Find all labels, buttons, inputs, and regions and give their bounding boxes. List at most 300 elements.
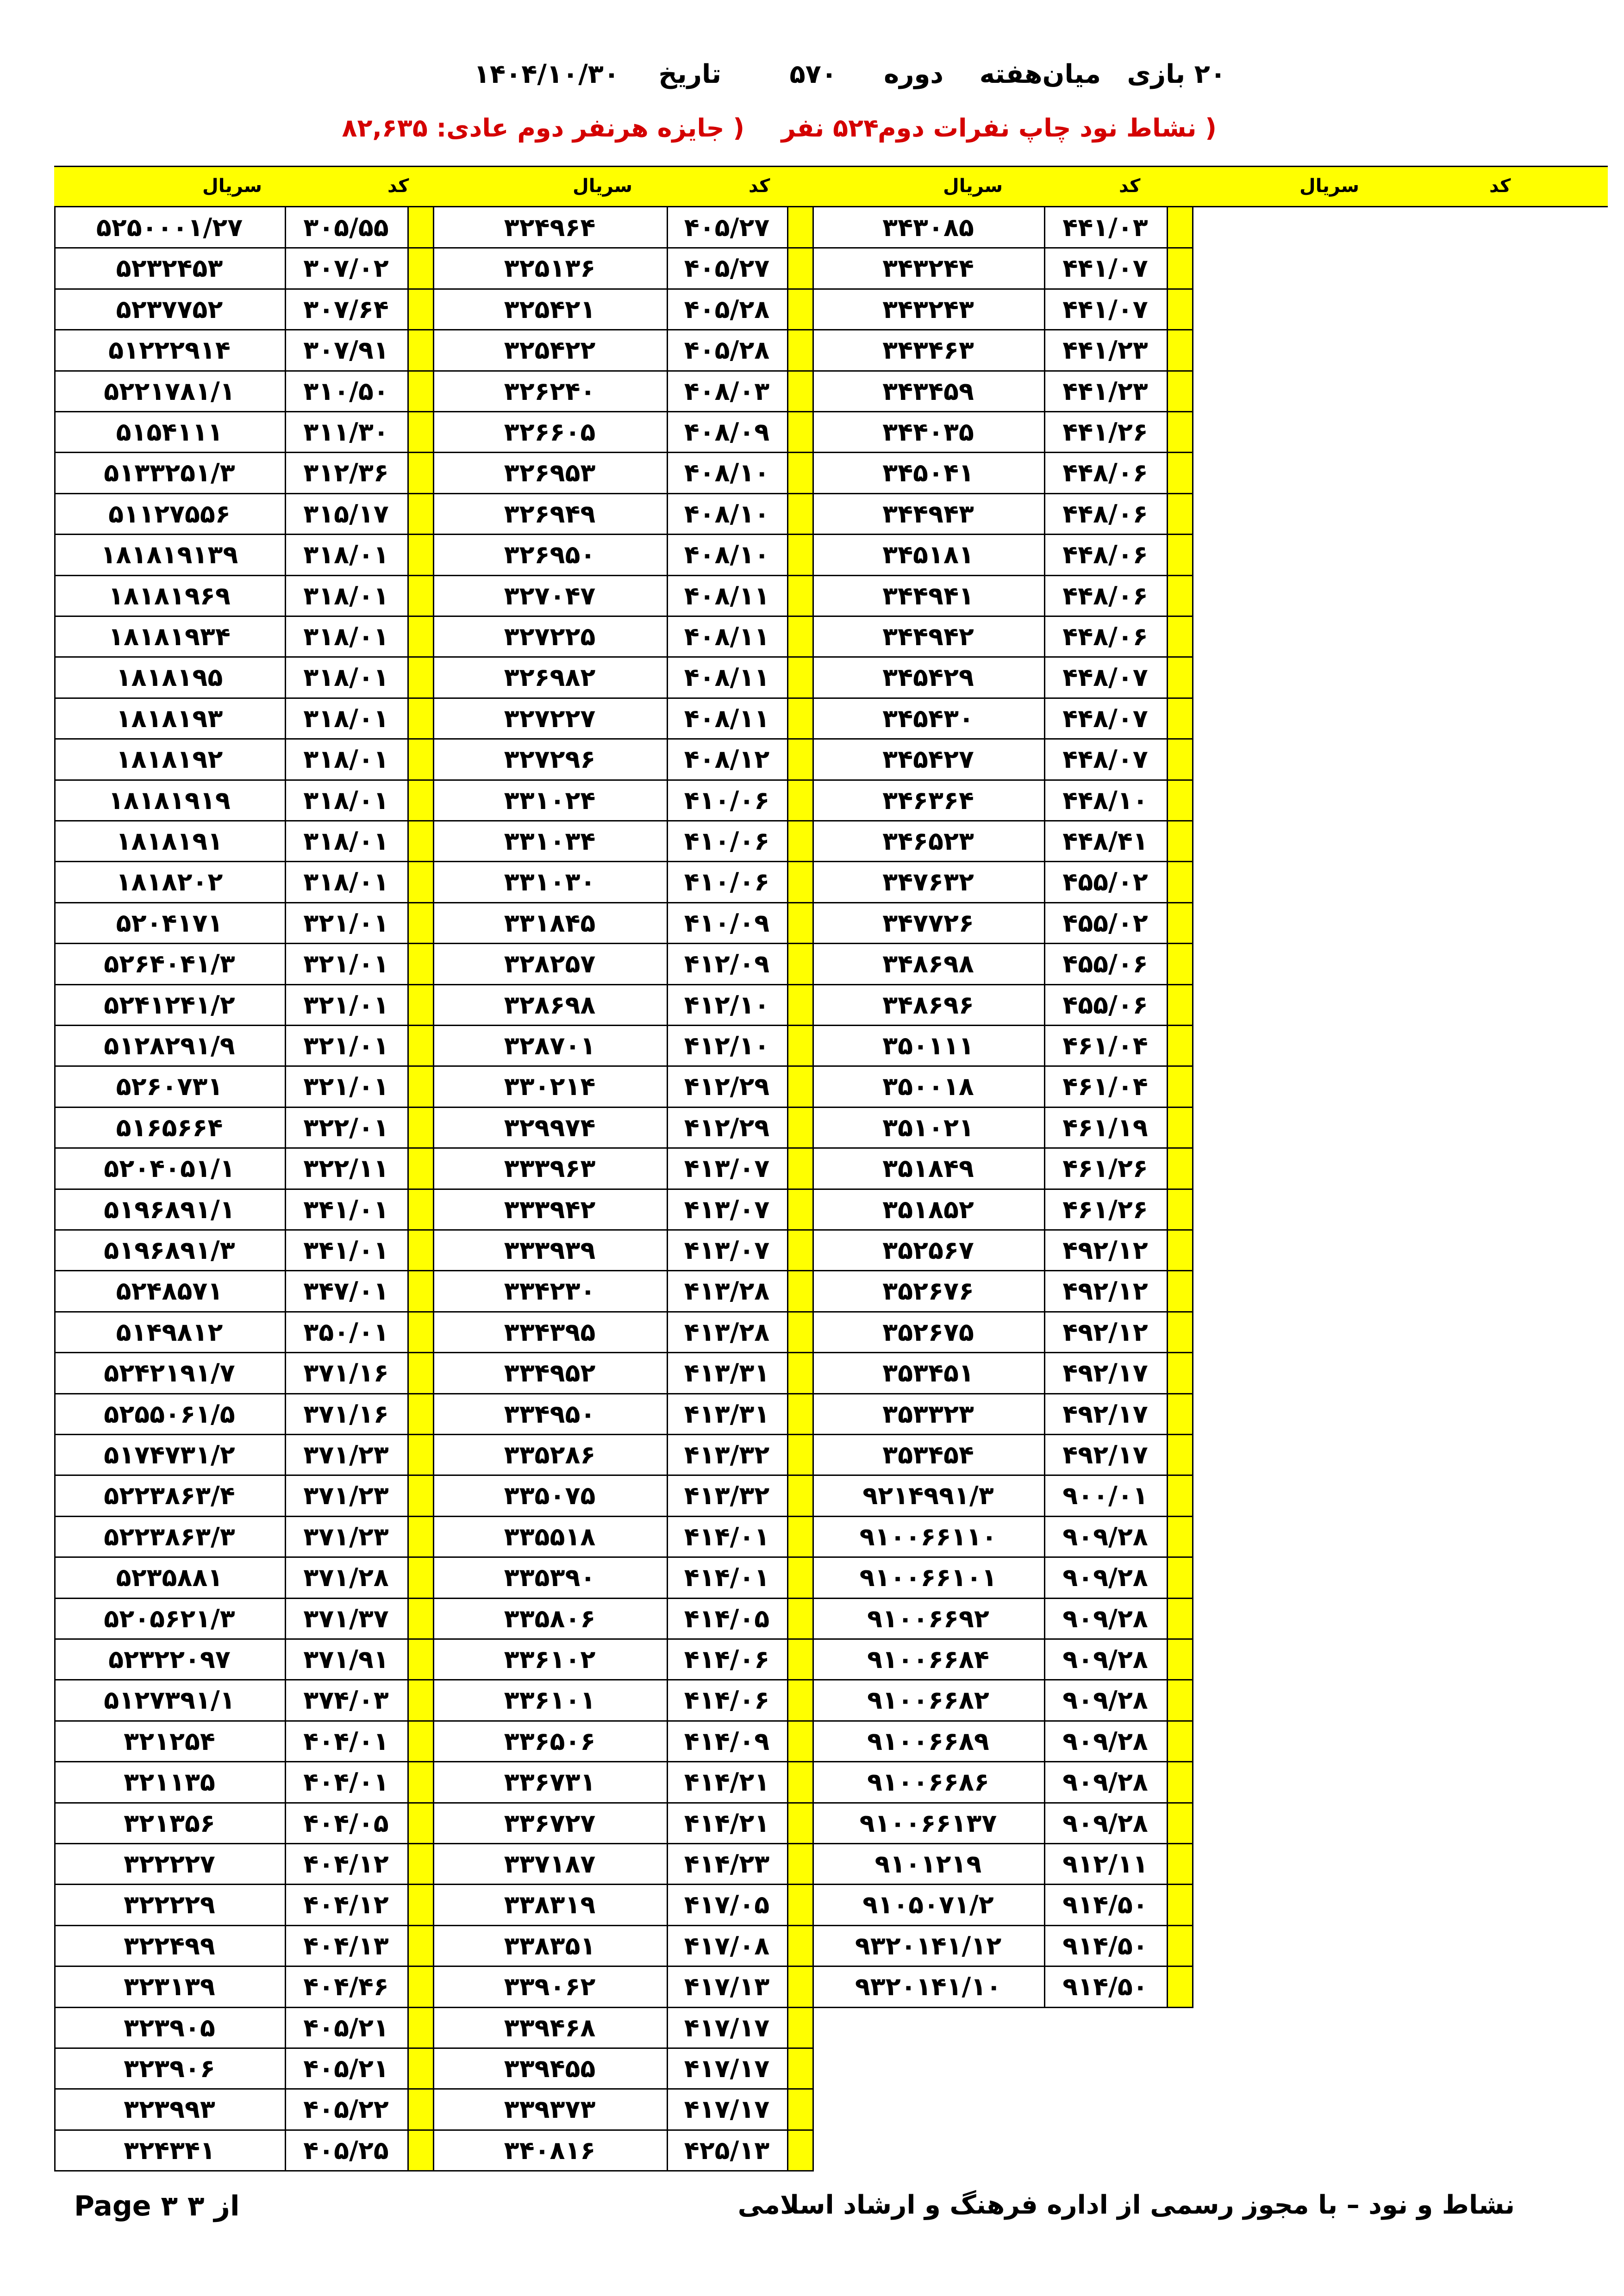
- serial-cell: ۳۴۷۶۳۲: [882, 867, 974, 897]
- serial-cell: ۳۴۴۹۴۲: [882, 622, 974, 651]
- serial-cell: ۳۳۴۹۵۲: [504, 1358, 596, 1388]
- serial-cell: ۳۳۴۳۹۵: [504, 1317, 596, 1347]
- serial-cell: ۹۳۲۰۱۴۱/۱۲: [855, 1931, 1002, 1960]
- serial-cell: ۹۱۰۰۶۶۱۰۱: [859, 1563, 997, 1593]
- code-cell: ۹۱۲/۱۱: [1062, 1849, 1148, 1879]
- serial-cell: ۳۳۵۸۰۶: [504, 1604, 596, 1633]
- code-cell: ۴۰۸/۱۰: [684, 499, 770, 529]
- code-cell: ۴۱۰/۰۶: [684, 785, 770, 815]
- code-cell: ۴۰۵/۲۵: [303, 2135, 389, 2165]
- serial-cell: ۳۳۹۳۷۳: [504, 2095, 596, 2124]
- serial-cell: ۳۴۳۴۵۹: [882, 376, 974, 406]
- serial-cell: ۹۱۰۰۶۶۸۶: [867, 1767, 989, 1797]
- code-cell: ۴۱۴/۲۱: [684, 1808, 770, 1838]
- col-header-serial: سریال: [1299, 175, 1359, 197]
- col-header-serial: سریال: [202, 175, 262, 197]
- period-value: ۵۷۰: [789, 59, 837, 89]
- code-cell: ۳۲۲/۰۱: [303, 1113, 389, 1142]
- code-cell: ۳۰۷/۹۱: [303, 336, 389, 365]
- code-cell: ۴۰۸/۱۰: [684, 540, 770, 570]
- code-cell: ۴۹۲/۱۲: [1062, 1276, 1148, 1306]
- serial-cell: ۳۲۶۹۸۲: [504, 663, 596, 692]
- period-label: دوره: [884, 59, 943, 89]
- serial-cell: ۵۲۳۷۷۵۲: [116, 294, 223, 324]
- serial-cell: ۳۵۱۸۴۹: [882, 1154, 974, 1183]
- col-header-code: کد: [387, 175, 409, 197]
- code-cell: ۳۲۱/۰۱: [303, 1072, 389, 1101]
- code-cell: ۳۷۱/۳۷: [303, 1604, 389, 1633]
- code-cell: ۴۵۵/۰۲: [1062, 867, 1148, 897]
- code-cell: ۹۱۴/۵۰: [1062, 1931, 1148, 1960]
- subtitle-count: ۵۲۴ نفر: [781, 113, 879, 143]
- code-cell: ۴۰۵/۲۷: [684, 213, 770, 242]
- serial-cell: ۳۲۵۴۲۱: [504, 294, 596, 324]
- serial-cell: ۳۳۶۷۳۱: [504, 1767, 596, 1797]
- serial-cell: ۳۴۸۶۹۶: [882, 990, 974, 1020]
- serial-cell: ۳۴۷۷۲۶: [882, 908, 974, 938]
- serial-cell: ۵۲۲۳۸۶۳/۳: [104, 1522, 235, 1551]
- serial-cell: ۹۱۰۱۲۱۹: [874, 1849, 982, 1879]
- code-cell: ۴۰۵/۲۱: [303, 2054, 389, 2083]
- code-cell: ۴۰۵/۲۱: [303, 2013, 389, 2042]
- serial-cell: ۳۵۳۳۲۳: [882, 1399, 974, 1429]
- col-header-code: کد: [749, 175, 770, 197]
- code-cell: ۳۷۴/۰۳: [303, 1686, 389, 1715]
- serial-cell: ۳۲۸۶۹۸: [504, 990, 596, 1020]
- code-cell: ۴۱۳/۳۱: [684, 1358, 770, 1388]
- serial-cell: ۳۲۸۲۵۷: [504, 949, 596, 979]
- code-cell: ۹۰۰/۰۱: [1062, 1481, 1148, 1511]
- serial-cell: ۳۳۹۴۵۵: [504, 2054, 596, 2083]
- serial-cell: ۵۱۹۶۸۹۱/۳: [104, 1236, 235, 1265]
- serial-cell: ۳۴۳۰۸۵: [882, 213, 974, 242]
- code-cell: ۴۱۳/۰۷: [684, 1154, 770, 1183]
- serial-cell: ۵۲۴۱۲۴۱/۲: [104, 990, 235, 1020]
- code-cell: ۹۰۹/۲۸: [1062, 1808, 1148, 1838]
- serial-cell: ۳۴۰۸۱۶: [504, 2135, 596, 2165]
- serial-cell: ۳۵۳۴۵۱: [882, 1358, 974, 1388]
- code-cell: ۴۱۳/۰۷: [684, 1236, 770, 1265]
- serial-cell: ۱۸۱۸۱۹۱۹: [108, 785, 231, 815]
- serial-cell: ۳۴۶۳۶۴: [882, 785, 974, 815]
- code-cell: ۴۰۴/۰۱: [303, 1767, 389, 1797]
- serial-cell: ۳۲۶۲۴۰: [504, 376, 596, 406]
- serial-cell: ۱۸۱۸۱۹۶۹: [108, 581, 231, 610]
- serial-cell: ۳۳۸۳۵۱: [504, 1931, 596, 1960]
- code-cell: ۴۰۵/۲۸: [684, 336, 770, 365]
- code-cell: ۹۰۹/۲۸: [1062, 1686, 1148, 1715]
- serial-cell: ۳۵۱۸۵۲: [882, 1195, 974, 1224]
- code-cell: ۳۱۰/۵۰: [303, 376, 389, 406]
- code-cell: ۴۰۴/۱۳: [303, 1931, 389, 1960]
- serial-cell: ۳۲۷۰۴۷: [504, 581, 596, 610]
- page-indicator: از ۳ ۳ Page: [74, 2190, 240, 2222]
- code-cell: ۴۱۳/۲۸: [684, 1276, 770, 1306]
- code-cell: ۴۰۵/۲۷: [684, 254, 770, 283]
- code-cell: ۴۱۰/۰۹: [684, 908, 770, 938]
- code-cell: ۴۱۴/۰۱: [684, 1522, 770, 1551]
- code-cell: ۴۱۷/۱۷: [684, 2054, 770, 2083]
- serial-cell: ۳۵۲۵۶۷: [882, 1236, 974, 1265]
- code-cell: ۴۶۱/۱۹: [1062, 1113, 1148, 1142]
- code-cell: ۳۷۱/۲۳: [303, 1440, 389, 1469]
- serial-cell: ۳۳۹۰۶۲: [504, 1972, 596, 2002]
- code-cell: ۳۰۵/۵۵: [303, 213, 389, 242]
- serial-cell: ۹۱۰۵۰۷۱/۲: [862, 1890, 994, 1920]
- code-cell: ۳۱۸/۰۱: [303, 785, 389, 815]
- serial-cell: ۵۲۴۸۵۷۱: [116, 1276, 223, 1306]
- serial-cell: ۳۳۵۰۷۵: [504, 1481, 596, 1511]
- code-cell: ۳۰۷/۰۲: [303, 254, 389, 283]
- code-cell: ۳۱۸/۰۱: [303, 827, 389, 856]
- serial-cell: ۵۲۲۱۷۸۱/۱: [104, 376, 235, 406]
- serial-cell: ۳۳۷۱۸۷: [504, 1849, 596, 1879]
- code-cell: ۴۴۸/۰۷: [1062, 663, 1148, 692]
- code-cell: ۴۶۱/۲۶: [1062, 1154, 1148, 1183]
- serial-cell: ۹۱۰۰۶۶۱۱۰: [859, 1522, 997, 1551]
- serial-cell: ۳۲۷۲۹۶: [504, 745, 596, 774]
- code-cell: ۹۰۹/۲۸: [1062, 1563, 1148, 1593]
- serial-cell: ۵۱۲۷۳۹۱/۱: [104, 1686, 235, 1715]
- serial-cell: ۳۴۳۲۴۴: [882, 254, 974, 283]
- serial-cell: ۱۸۱۸۱۹۳۴: [108, 622, 231, 651]
- code-cell: ۴۱۴/۰۶: [684, 1645, 770, 1674]
- serial-cell: ۳۴۶۵۲۳: [882, 827, 974, 856]
- code-cell: ۴۴۸/۰۶: [1062, 458, 1148, 488]
- serial-cell: ۱۸۱۸۱۹۱: [116, 827, 223, 856]
- serial-cell: ۵۱۵۴۱۱۱: [116, 417, 223, 447]
- serial-cell: ۳۲۸۷۰۱: [504, 1031, 596, 1060]
- serial-cell: ۵۲۲۳۸۶۳/۴: [104, 1481, 235, 1511]
- serial-cell: ۳۳۴۹۵۰: [504, 1399, 596, 1429]
- serial-cell: ۳۳۳۹۶۳: [504, 1154, 596, 1183]
- serial-cell: ۳۳۱۰۳۴: [504, 827, 596, 856]
- serial-cell: ۵۱۷۴۷۳۱/۲: [104, 1440, 235, 1469]
- serial-cell: ۳۵۲۶۷۵: [882, 1317, 974, 1347]
- code-cell: ۳۰۷/۶۴: [303, 294, 389, 324]
- date-value: ۱۴۰۴/۱۰/۳۰: [474, 59, 619, 89]
- code-cell: ۴۱۴/۲۱: [684, 1767, 770, 1797]
- serial-cell: ۳۴۵۱۸۱: [882, 540, 974, 570]
- code-cell: ۳۷۱/۲۸: [303, 1563, 389, 1593]
- code-cell: ۴۱۲/۱۰: [684, 990, 770, 1020]
- code-cell: ۹۰۹/۲۸: [1062, 1604, 1148, 1633]
- serial-cell: ۱۸۱۸۱۹۲: [116, 745, 223, 774]
- serial-cell: ۳۲۶۹۵۳: [504, 458, 596, 488]
- code-cell: ۳۷۱/۲۳: [303, 1522, 389, 1551]
- serial-cell: ۵۲۰۵۶۲۱/۳: [104, 1604, 235, 1633]
- serial-cell: ۵۲۵۰۰۰۱/۲۷: [96, 213, 243, 242]
- serial-cell: ۵۲۶۰۷۳۱: [116, 1072, 223, 1101]
- serial-cell: ۳۴۸۶۹۸: [882, 949, 974, 979]
- serial-cell: ۳۲۲۴۹۹: [124, 1931, 215, 1960]
- code-cell: ۳۷۱/۹۱: [303, 1645, 389, 1674]
- code-cell: ۳۱۸/۰۱: [303, 745, 389, 774]
- code-cell: ۴۶۱/۲۶: [1062, 1195, 1148, 1224]
- code-cell: ۹۰۹/۲۸: [1062, 1726, 1148, 1756]
- code-cell: ۳۱۲/۳۶: [303, 458, 389, 488]
- subtitle-prize: ( جایزه هرنفر دوم عادی: ۸۲,۶۳۵: [342, 113, 744, 143]
- game-label: ۲۰ بازی: [1127, 59, 1226, 89]
- code-cell: ۴۱۲/۲۹: [684, 1113, 770, 1142]
- serial-cell: ۵۲۰۴۰۵۱/۱: [104, 1154, 235, 1183]
- serial-cell: ۳۲۶۶۰۵: [504, 417, 596, 447]
- serial-cell: ۵۲۳۲۲۰۹۷: [108, 1645, 231, 1674]
- code-cell: ۴۱۴/۰۵: [684, 1604, 770, 1633]
- serial-cell: ۳۲۶۹۴۹: [504, 499, 596, 529]
- code-cell: ۳۷۱/۱۶: [303, 1358, 389, 1388]
- code-cell: ۴۱۲/۰۹: [684, 949, 770, 979]
- code-cell: ۳۱۸/۰۱: [303, 540, 389, 570]
- code-cell: ۳۴۷/۰۱: [303, 1276, 389, 1306]
- serial-cell: ۳۴۵۴۳۰: [882, 703, 974, 733]
- header-line-1: [0, 59, 1624, 106]
- code-cell: ۴۰۵/۲۸: [684, 294, 770, 324]
- serial-cell: ۳۳۱۸۴۵: [504, 908, 596, 938]
- code-cell: ۴۰۴/۱۲: [303, 1849, 389, 1879]
- code-cell: ۳۱۸/۰۱: [303, 581, 389, 610]
- serial-cell: ۳۲۲۲۲۷: [124, 1849, 215, 1879]
- serial-cell: ۹۱۰۰۶۶۸۲: [867, 1686, 989, 1715]
- code-cell: ۴۴۸/۰۶: [1062, 622, 1148, 651]
- code-cell: ۳۱۸/۰۱: [303, 703, 389, 733]
- serial-cell: ۱۸۱۸۲۰۲: [116, 867, 223, 897]
- serial-cell: ۳۳۵۵۱۸: [504, 1522, 596, 1551]
- code-cell: ۴۴۱/۲۳: [1062, 376, 1148, 406]
- code-cell: ۴۱۲/۲۹: [684, 1072, 770, 1101]
- serial-cell: ۳۳۴۲۳۰: [504, 1276, 596, 1306]
- code-cell: ۴۹۲/۱۲: [1062, 1317, 1148, 1347]
- code-cell: ۴۴۸/۰۶: [1062, 540, 1148, 570]
- code-cell: ۴۴۱/۲۳: [1062, 336, 1148, 365]
- serial-cell: ۹۳۲۰۱۴۱/۱۰: [855, 1972, 1002, 2002]
- code-cell: ۴۶۱/۰۴: [1062, 1072, 1148, 1101]
- code-cell: ۴۱۴/۰۶: [684, 1686, 770, 1715]
- code-cell: ۴۰۴/۴۶: [303, 1972, 389, 2002]
- serial-cell: ۳۲۱۲۵۴: [124, 1726, 215, 1756]
- code-cell: ۳۲۲/۱۱: [303, 1154, 389, 1183]
- code-cell: ۴۴۸/۰۷: [1062, 745, 1148, 774]
- serial-cell: ۳۵۳۴۵۴: [882, 1440, 974, 1469]
- code-cell: ۴۰۸/۱۱: [684, 581, 770, 610]
- serial-cell: ۳۴۴۹۴۱: [882, 581, 974, 610]
- code-cell: ۹۱۴/۵۰: [1062, 1890, 1148, 1920]
- serial-cell: ۵۲۵۵۰۶۱/۵: [104, 1399, 235, 1429]
- code-cell: ۴۰۴/۰۵: [303, 1808, 389, 1838]
- header-line-2: [0, 113, 1624, 160]
- code-cell: ۴۴۸/۴۱: [1062, 827, 1148, 856]
- code-cell: ۴۴۱/۰۳: [1062, 213, 1148, 242]
- serial-cell: ۳۴۴۹۴۳: [882, 499, 974, 529]
- serial-cell: ۳۲۳۹۰۶: [124, 2054, 215, 2083]
- code-cell: ۴۰۴/۱۲: [303, 1890, 389, 1920]
- serial-cell: ۳۲۳۹۰۵: [124, 2013, 215, 2042]
- serial-cell: ۵۱۴۹۸۱۲: [116, 1317, 223, 1347]
- code-cell: ۳۲۱/۰۱: [303, 908, 389, 938]
- code-cell: ۹۰۹/۲۸: [1062, 1767, 1148, 1797]
- serial-cell: ۳۲۷۲۲۷: [504, 703, 596, 733]
- serial-cell: ۱۸۱۸۱۹۳: [116, 703, 223, 733]
- serial-cell: ۵۲۴۲۱۹۱/۷: [104, 1358, 235, 1388]
- code-cell: ۴۴۸/۰۶: [1062, 581, 1148, 610]
- serial-cell: ۳۵۰۱۱۱: [882, 1031, 974, 1060]
- code-cell: ۴۰۴/۰۱: [303, 1726, 389, 1756]
- code-cell: ۴۴۱/۲۶: [1062, 417, 1148, 447]
- serial-cell: ۳۲۳۹۹۳: [124, 2095, 215, 2124]
- serial-cell: ۳۳۶۵۰۶: [504, 1726, 596, 1756]
- code-cell: ۴۴۸/۰۷: [1062, 703, 1148, 733]
- serial-cell: ۳۲۲۲۲۹: [124, 1890, 215, 1920]
- code-cell: ۳۱۸/۰۱: [303, 867, 389, 897]
- code-cell: ۳۱۵/۱۷: [303, 499, 389, 529]
- code-cell: ۴۰۸/۰۳: [684, 376, 770, 406]
- serial-cell: ۵۱۳۳۲۵۱/۳: [104, 458, 235, 488]
- code-cell: ۴۴۸/۱۰: [1062, 785, 1148, 815]
- code-cell: ۴۱۳/۰۷: [684, 1195, 770, 1224]
- serial-cell: ۱۸۱۸۱۹۱۳۹: [100, 540, 238, 570]
- serial-cell: ۱۸۱۸۱۹۵: [116, 663, 223, 692]
- serial-cell: ۳۴۴۰۳۵: [882, 417, 974, 447]
- serial-cell: ۳۳۱۰۲۴: [504, 785, 596, 815]
- footer-license: نشاط و نود – با مجوز رسمی از اداره فرهنگ و ارشاد اسلامی: [737, 2190, 1515, 2220]
- serial-cell: ۳۳۶۷۲۷: [504, 1808, 596, 1838]
- serial-cell: ۳۵۰۰۱۸: [882, 1072, 974, 1101]
- code-cell: ۴۱۳/۳۲: [684, 1481, 770, 1511]
- code-cell: ۴۰۸/۱۱: [684, 663, 770, 692]
- serial-cell: ۵۲۰۴۱۷۱: [116, 908, 223, 938]
- serial-cell: ۳۳۹۴۶۸: [504, 2013, 596, 2042]
- code-cell: ۴۰۸/۱۱: [684, 622, 770, 651]
- serial-cell: ۳۴۵۰۴۱: [882, 458, 974, 488]
- serial-cell: ۵۲۳۲۴۵۳: [116, 254, 223, 283]
- code-cell: ۴۹۲/۱۷: [1062, 1399, 1148, 1429]
- code-cell: ۴۱۴/۰۱: [684, 1563, 770, 1593]
- col-header-serial: سریال: [573, 175, 632, 197]
- serial-cell: ۳۳۸۳۱۹: [504, 1890, 596, 1920]
- serial-cell: ۳۴۳۲۴۳: [882, 294, 974, 324]
- code-cell: ۹۰۹/۲۸: [1062, 1522, 1148, 1551]
- col-header-serial: سریال: [943, 175, 1003, 197]
- col-header-code: کد: [1489, 175, 1511, 197]
- serial-cell: ۳۳۱۰۳۰: [504, 867, 596, 897]
- serial-cell: ۵۱۱۲۷۵۵۶: [108, 499, 231, 529]
- serial-cell: ۵۱۲۲۲۹۱۴: [108, 336, 231, 365]
- serial-cell: ۳۲۱۱۳۵: [124, 1767, 215, 1797]
- serial-cell: ۵۱۲۸۲۹۱/۹: [104, 1031, 235, 1060]
- code-cell: ۳۲۱/۰۱: [303, 1031, 389, 1060]
- serial-cell: ۳۲۳۱۳۹: [124, 1972, 215, 2002]
- serial-cell: ۳۴۳۴۶۳: [882, 336, 974, 365]
- serial-cell: ۵۲۳۵۸۸۱: [116, 1563, 223, 1593]
- serial-cell: ۵۲۶۴۰۴۱/۳: [104, 949, 235, 979]
- code-cell: ۴۵۵/۰۶: [1062, 990, 1148, 1020]
- date-label: تاریخ: [658, 59, 721, 89]
- code-cell: ۴۲۵/۱۳: [684, 2135, 770, 2165]
- serial-cell: ۳۳۳۹۳۹: [504, 1236, 596, 1265]
- draw-type: میان‌هفته: [979, 59, 1101, 89]
- code-cell: ۳۲۱/۰۱: [303, 990, 389, 1020]
- serial-cell: ۳۴۵۴۲۷: [882, 745, 974, 774]
- serial-cell: ۳۲۶۹۵۰: [504, 540, 596, 570]
- code-cell: ۳۷۱/۱۶: [303, 1399, 389, 1429]
- serial-cell: ۹۲۱۴۹۹۱/۳: [862, 1481, 994, 1511]
- code-cell: ۳۱۸/۰۱: [303, 663, 389, 692]
- serial-cell: ۳۲۵۱۳۶: [504, 254, 596, 283]
- code-cell: ۴۰۸/۱۲: [684, 745, 770, 774]
- code-cell: ۴۹۲/۱۷: [1062, 1440, 1148, 1469]
- code-cell: ۴۵۵/۰۲: [1062, 908, 1148, 938]
- subtitle-main: ( نشاط نود چاپ نفرات دوم: [878, 113, 1217, 143]
- serial-cell: ۹۱۰۰۶۶۸۹: [867, 1726, 989, 1756]
- serial-cell: ۳۳۶۱۰۱: [504, 1686, 596, 1715]
- serial-cell: ۳۳۰۲۱۴: [504, 1072, 596, 1101]
- serial-cell: ۹۱۰۰۶۶۸۴: [867, 1645, 989, 1674]
- code-cell: ۴۴۱/۰۷: [1062, 254, 1148, 283]
- serial-cell: ۳۳۶۱۰۲: [504, 1645, 596, 1674]
- code-cell: ۳۴۱/۰۱: [303, 1236, 389, 1265]
- code-cell: ۴۱۴/۲۳: [684, 1849, 770, 1879]
- code-cell: ۳۷۱/۲۳: [303, 1481, 389, 1511]
- serial-cell: ۳۲۹۹۷۴: [504, 1113, 596, 1142]
- code-cell: ۴۹۲/۱۷: [1062, 1358, 1148, 1388]
- col-header-code: کد: [1119, 175, 1141, 197]
- serial-cell: ۹۱۰۰۶۶۱۳۷: [859, 1808, 997, 1838]
- serial-cell: ۳۵۲۶۷۶: [882, 1276, 974, 1306]
- code-cell: ۴۱۷/۱۳: [684, 1972, 770, 2002]
- serial-cell: ۳۲۱۳۵۶: [124, 1808, 215, 1838]
- serial-cell: ۳۲۵۴۲۲: [504, 336, 596, 365]
- code-cell: ۴۱۴/۰۹: [684, 1726, 770, 1756]
- code-cell: ۴۴۱/۰۷: [1062, 294, 1148, 324]
- code-cell: ۴۱۳/۳۲: [684, 1440, 770, 1469]
- serial-cell: ۳۳۵۳۹۰: [504, 1563, 596, 1593]
- column-header-row: [54, 166, 1608, 207]
- code-cell: ۴۵۵/۰۶: [1062, 949, 1148, 979]
- code-cell: ۴۱۲/۱۰: [684, 1031, 770, 1060]
- code-cell: ۴۰۸/۱۱: [684, 703, 770, 733]
- code-cell: ۳۴۱/۰۱: [303, 1195, 389, 1224]
- code-cell: ۴۱۷/۱۷: [684, 2095, 770, 2124]
- code-cell: ۴۱۳/۲۸: [684, 1317, 770, 1347]
- serial-cell: ۳۵۱۰۲۱: [882, 1113, 974, 1142]
- code-cell: ۴۰۸/۰۹: [684, 417, 770, 447]
- code-cell: ۴۹۲/۱۲: [1062, 1236, 1148, 1265]
- code-cell: ۴۱۳/۳۱: [684, 1399, 770, 1429]
- code-cell: ۴۰۸/۱۰: [684, 458, 770, 488]
- serial-cell: ۳۳۵۲۸۶: [504, 1440, 596, 1469]
- serial-cell: ۳۲۴۹۶۴: [504, 213, 596, 242]
- code-cell: ۴۰۵/۲۲: [303, 2095, 389, 2124]
- code-cell: ۳۵۰/۰۱: [303, 1317, 389, 1347]
- serial-cell: ۵۱۹۶۸۹۱/۱: [104, 1195, 235, 1224]
- code-cell: ۴۴۸/۰۶: [1062, 499, 1148, 529]
- code-cell: ۴۱۷/۰۵: [684, 1890, 770, 1920]
- serial-cell: ۳۲۷۲۲۵: [504, 622, 596, 651]
- serial-cell: ۳۴۵۴۲۹: [882, 663, 974, 692]
- serial-cell: ۳۳۳۹۴۲: [504, 1195, 596, 1224]
- code-cell: ۴۶۱/۰۴: [1062, 1031, 1148, 1060]
- code-cell: ۴۱۷/۰۸: [684, 1931, 770, 1960]
- code-cell: ۴۱۰/۰۶: [684, 867, 770, 897]
- serial-cell: ۵۱۶۵۶۶۴: [116, 1113, 223, 1142]
- code-cell: ۴۱۰/۰۶: [684, 827, 770, 856]
- serial-cell: ۹۱۰۰۶۶۹۲: [867, 1604, 989, 1633]
- code-cell: ۹۱۴/۵۰: [1062, 1972, 1148, 2002]
- code-cell: ۳۱۱/۳۰: [303, 417, 389, 447]
- code-cell: ۳۲۱/۰۱: [303, 949, 389, 979]
- serial-cell: ۳۲۴۳۴۱: [124, 2135, 215, 2165]
- code-cell: ۴۱۷/۱۷: [684, 2013, 770, 2042]
